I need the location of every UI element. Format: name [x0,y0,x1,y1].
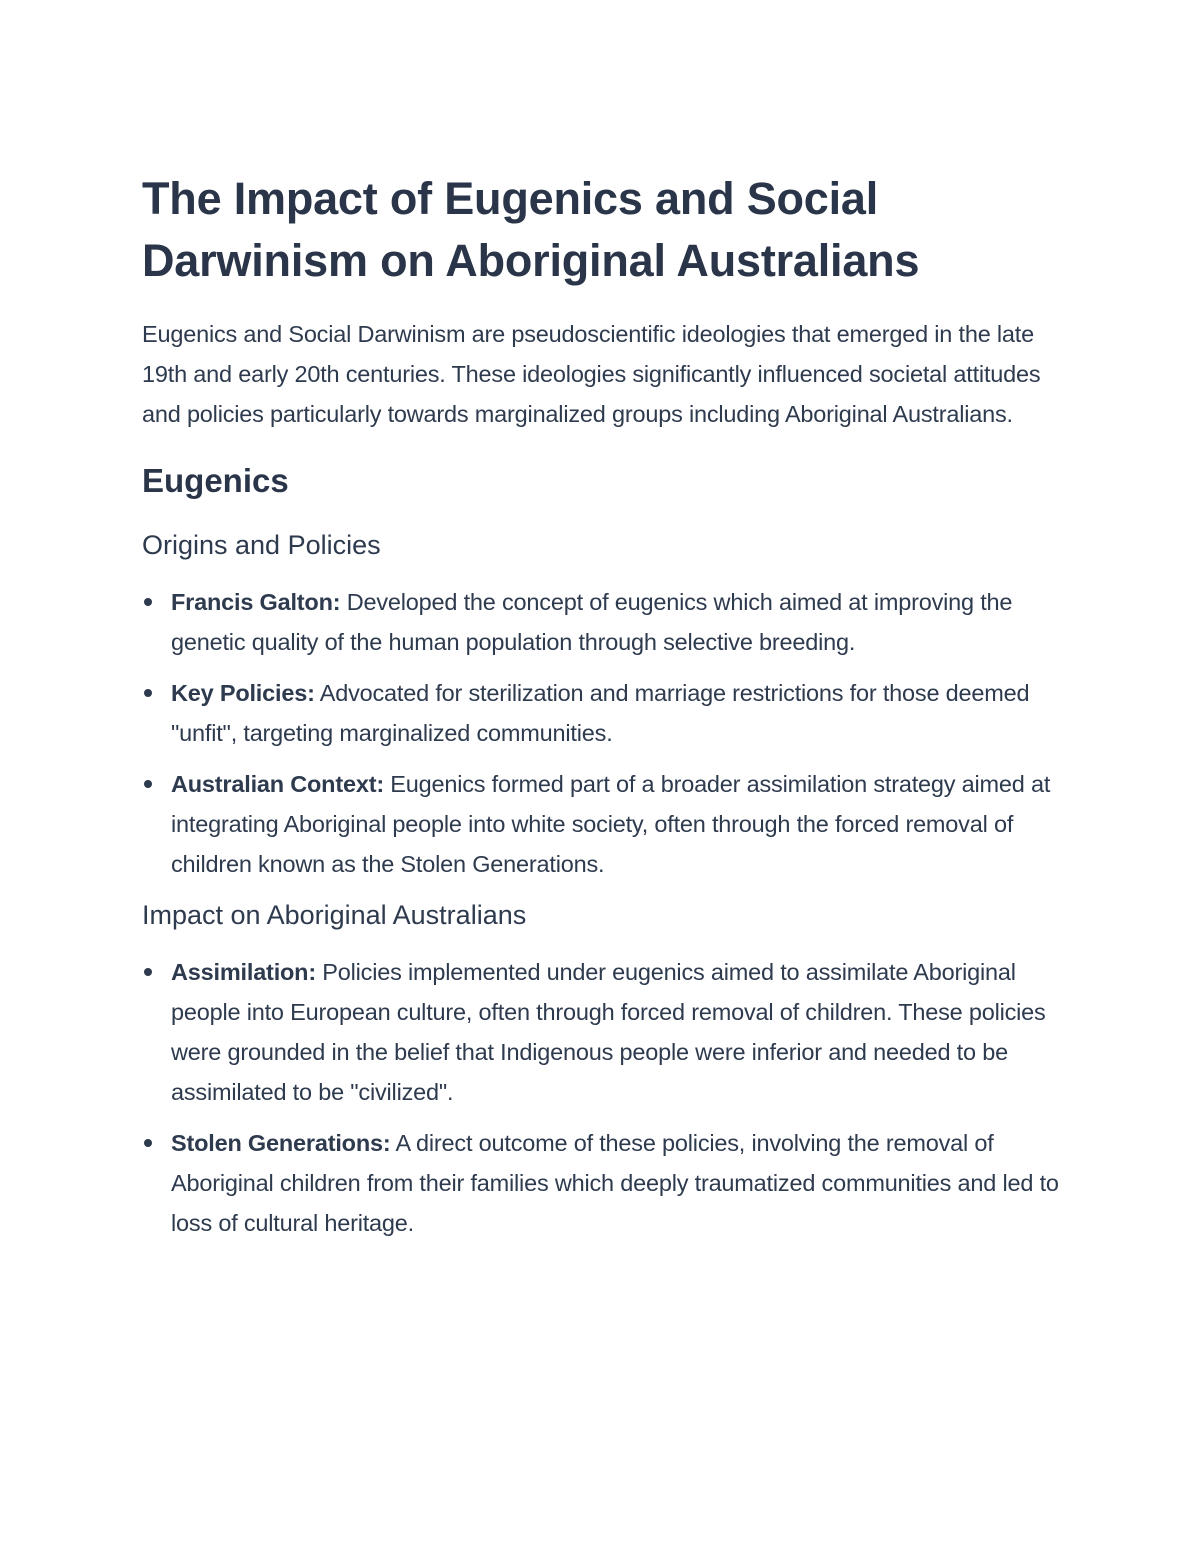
list-item [142,764,1072,884]
bullet-list-origins [142,582,1072,884]
list-item [142,673,1072,753]
list-item-term: Francis Galton: [171,589,341,615]
list-item-term: Key Policies: [171,680,315,706]
list-item [142,952,1072,1112]
document-page [142,168,1072,1254]
bullet-icon [144,1139,152,1147]
subsection-heading-impact: Impact on Aboriginal Australians [142,900,527,930]
subsection-heading-origins: Origins and Policies [142,530,381,560]
intro-paragraph: Eugenics and Social Darwinism are pseudoscientific ideologies that emerged in the late 19th and early 20th centuries. These ideologies significantly influenced societal attitudes and policies particularly towards marginalized groups including Aboriginal Australians. [142,321,1041,427]
document-title: The Impact of Eugenics and Social Darwinism on Aboriginal Australians [142,173,920,286]
list-item-text: Developed the concept of eugenics which aimed at improving the genetic quality of the human population through selective breeding. [171,589,1013,655]
list-item [142,582,1072,662]
list-item-term: Australian Context: [171,771,384,797]
list-item-term: Assimilation: [171,959,316,985]
bullet-icon [144,780,152,788]
list-item-text: Eugenics formed part of a broader assimilation strategy aimed at integrating Aboriginal people into white society, often through the forced removal of children known as the Stolen Generations. [171,771,1051,877]
section-heading-eugenics: Eugenics [142,462,289,499]
bullet-list-impact [142,952,1072,1243]
bullet-icon [144,689,152,697]
list-item-text: Advocated for sterilization and marriage restrictions for those deemed "unfit", targeting marginalized communities. [171,680,1030,746]
list-item-text: A direct outcome of these policies, involving the removal of Aboriginal children from their families which deeply traumatized communities and led to loss of cultural heritage. [171,1130,1059,1236]
list-item-text: Policies implemented under eugenics aimed to assimilate Aboriginal people into European culture, often through forced removal of children. These policies were grounded in the belief that Indigenous people were inferior and needed to be assimilated to be "civilized". [171,959,1046,1105]
bullet-icon [144,598,152,606]
list-item-term: Stolen Generations: [171,1130,391,1156]
bullet-icon [144,968,152,976]
list-item [142,1123,1072,1243]
